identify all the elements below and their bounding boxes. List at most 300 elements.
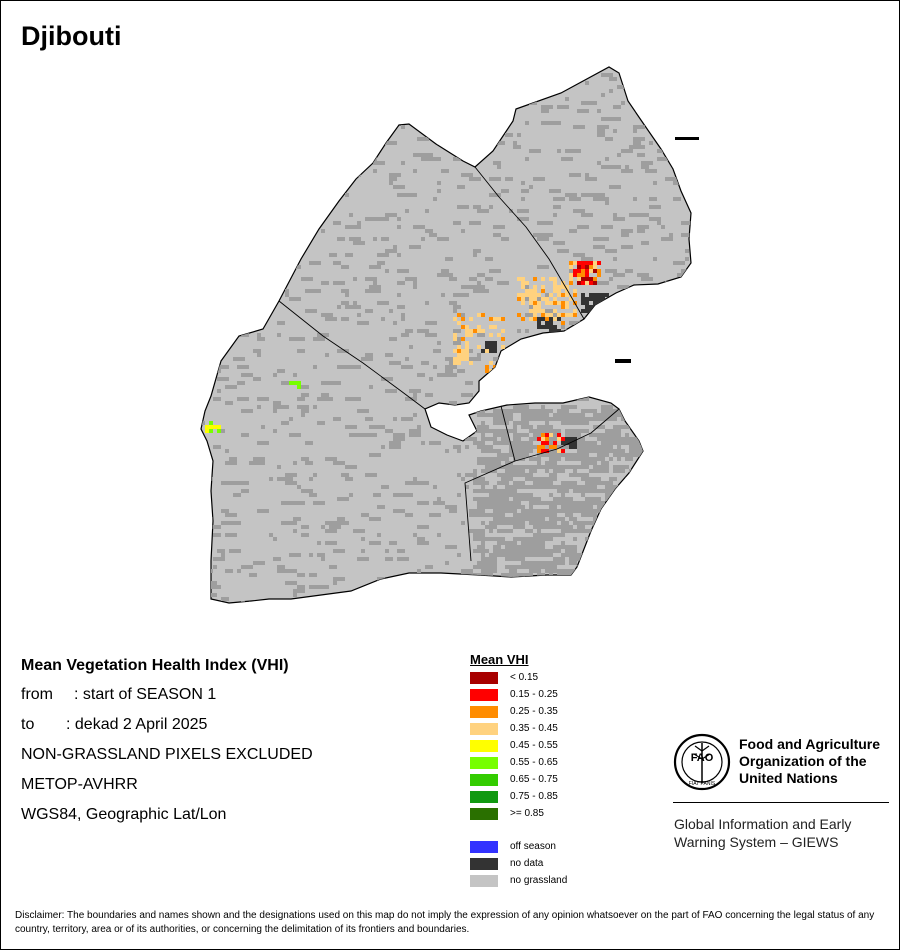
vhi-pixel (557, 285, 561, 289)
grassland-pixel (453, 341, 461, 345)
grassland-pixel (561, 505, 577, 509)
grassland-pixel (545, 233, 553, 237)
grassland-pixel (513, 505, 521, 509)
vhi-pixel (549, 277, 553, 281)
grassland-pixel (485, 125, 489, 129)
grassland-pixel (621, 533, 637, 537)
grassland-pixel (669, 533, 673, 537)
grassland-pixel (209, 281, 217, 285)
grassland-pixel (445, 93, 453, 97)
grassland-pixel (649, 529, 653, 533)
grassland-pixel (401, 365, 413, 369)
grassland-pixel (593, 237, 605, 241)
grassland-pixel (669, 445, 673, 449)
grassland-pixel (525, 413, 537, 417)
grassland-pixel (345, 253, 353, 257)
grassland-pixel (417, 373, 425, 377)
grassland-pixel (541, 109, 549, 113)
grassland-pixel (569, 197, 581, 201)
grassland-pixel (589, 373, 601, 377)
grassland-pixel (617, 501, 621, 505)
grassland-pixel (425, 209, 429, 213)
grassland-pixel (417, 329, 429, 333)
grassland-pixel (421, 441, 425, 445)
grassland-pixel (569, 513, 573, 517)
grassland-pixel (361, 557, 369, 561)
vhi-pixel (545, 313, 549, 317)
grassland-pixel (561, 545, 577, 549)
grassland-pixel (621, 329, 625, 333)
grassland-pixel (685, 257, 689, 261)
grassland-pixel (221, 509, 229, 513)
grassland-pixel (561, 345, 569, 349)
grassland-pixel (461, 313, 465, 317)
grassland-pixel (593, 193, 605, 197)
grassland-pixel (505, 349, 513, 353)
grassland-pixel (301, 573, 305, 577)
grassland-pixel (241, 489, 249, 493)
grassland-pixel (241, 565, 253, 569)
grassland-pixel (401, 317, 405, 321)
vhi-pixel (457, 345, 461, 349)
grassland-pixel (505, 501, 521, 505)
grassland-pixel (493, 161, 501, 165)
grassland-pixel (501, 553, 505, 557)
grassland-pixel (429, 233, 437, 237)
grassland-pixel (309, 153, 321, 157)
grassland-pixel (541, 121, 549, 125)
grassland-pixel (229, 117, 237, 121)
grassland-pixel (549, 465, 561, 469)
vhi-pixel (553, 445, 557, 449)
grassland-pixel (249, 317, 261, 321)
vhi-pixel (525, 289, 529, 293)
grassland-pixel (645, 317, 649, 321)
vhi-pixel (533, 309, 537, 313)
vhi-pixel (561, 449, 565, 453)
grassland-pixel (657, 69, 661, 73)
vhi-pixel (549, 293, 553, 297)
grassland-pixel (437, 189, 441, 193)
vhi-pixel (569, 277, 573, 281)
grassland-pixel (625, 521, 633, 525)
grassland-pixel (225, 481, 237, 485)
grassland-pixel (593, 345, 601, 349)
grassland-pixel (373, 89, 381, 93)
grassland-pixel (325, 457, 337, 461)
grassland-pixel (357, 409, 369, 413)
grassland-pixel (497, 577, 501, 581)
grassland-pixel (465, 81, 469, 85)
vhi-pixel (541, 437, 545, 441)
grassland-pixel (629, 565, 633, 569)
legend-title: Mean VHI (470, 652, 529, 667)
grassland-pixel (565, 581, 577, 585)
grassland-pixel (285, 197, 289, 201)
vhi-pixel (593, 261, 597, 265)
grassland-pixel (433, 513, 441, 517)
grassland-pixel (505, 565, 513, 569)
legend-class-row (470, 789, 558, 806)
vhi-pixel (533, 293, 537, 297)
grassland-pixel (601, 449, 605, 453)
grassland-pixel (601, 525, 613, 529)
vhi-pixel (213, 425, 217, 429)
grassland-pixel (597, 545, 601, 549)
fao-name-line3: United Nations (739, 770, 838, 786)
grassland-pixel (369, 265, 381, 269)
no-data-pixel (585, 301, 589, 305)
grassland-pixel (325, 541, 337, 545)
vhi-pixel (585, 269, 589, 273)
grassland-pixel (409, 389, 421, 393)
grassland-pixel (285, 105, 289, 109)
grassland-pixel (389, 177, 397, 181)
grassland-pixel (541, 105, 553, 109)
grassland-pixel (493, 485, 497, 489)
grassland-pixel (277, 69, 289, 73)
grassland-pixel (561, 573, 577, 577)
legend-class-label: 0.75 - 0.85 (510, 791, 558, 802)
grassland-pixel (405, 117, 409, 121)
grassland-pixel (625, 501, 641, 505)
grassland-pixel (265, 225, 269, 229)
vhi-pixel (589, 281, 593, 285)
grassland-pixel (433, 501, 445, 505)
grassland-pixel (541, 477, 549, 481)
grassland-pixel (433, 417, 441, 421)
grassland-pixel (533, 337, 537, 341)
grassland-pixel (425, 321, 437, 325)
grassland-pixel (305, 101, 313, 105)
grassland-pixel (513, 141, 517, 145)
grassland-pixel (597, 109, 601, 113)
grassland-pixel (545, 461, 557, 465)
grassland-pixel (681, 129, 689, 133)
no-data-pixel (493, 345, 497, 349)
grassland-pixel (421, 601, 433, 605)
grassland-pixel (493, 433, 497, 437)
grassland-pixel (261, 293, 273, 297)
grassland-pixel (277, 565, 285, 569)
grassland-pixel (309, 181, 317, 185)
grassland-pixel (565, 97, 569, 101)
grassland-pixel (633, 473, 645, 477)
grassland-pixel (369, 453, 377, 457)
grassland-pixel (413, 225, 425, 229)
grassland-pixel (441, 585, 445, 589)
grassland-pixel (609, 533, 625, 537)
grassland-pixel (377, 301, 381, 305)
grassland-pixel (641, 513, 653, 517)
grassland-pixel (237, 281, 241, 285)
grassland-pixel (429, 417, 433, 421)
grassland-pixel (321, 101, 325, 105)
grassland-pixel (633, 197, 637, 201)
grassland-pixel (213, 557, 225, 561)
grassland-pixel (517, 449, 533, 453)
grassland-pixel (289, 261, 297, 265)
grassland-pixel (213, 193, 217, 197)
grassland-pixel (613, 465, 621, 469)
no-data-pixel (601, 305, 605, 309)
fao-emblem-text: FAO (690, 752, 714, 764)
grassland-pixel (509, 393, 517, 397)
grassland-pixel (633, 141, 641, 145)
grassland-pixel (645, 357, 657, 361)
grassland-pixel (597, 553, 613, 557)
grassland-pixel (377, 533, 381, 537)
grassland-pixel (513, 565, 529, 569)
grassland-pixel (517, 209, 529, 213)
grassland-pixel (421, 237, 425, 241)
grassland-pixel (429, 377, 433, 381)
grassland-pixel (469, 349, 473, 353)
grassland-pixel (445, 365, 457, 369)
grassland-pixel (201, 217, 209, 221)
grassland-pixel (537, 237, 549, 241)
grassland-pixel (305, 157, 317, 161)
grassland-pixel (257, 509, 269, 513)
period-from (21, 684, 313, 705)
grassland-pixel (541, 429, 545, 433)
grassland-pixel (657, 149, 669, 153)
grassland-pixel (653, 69, 657, 73)
vhi-pixel (297, 385, 301, 389)
grassland-pixel (669, 233, 673, 237)
grassland-pixel (597, 333, 609, 337)
grassland-pixel (625, 409, 633, 413)
grassland-pixel (689, 125, 693, 129)
vhi-pixel (541, 297, 545, 301)
grassland-pixel (385, 269, 389, 273)
no-data-pixel (545, 321, 549, 325)
grassland-pixel (497, 493, 505, 497)
grassland-pixel (313, 405, 317, 409)
grassland-pixel (317, 541, 321, 545)
vhi-pixel (481, 329, 485, 333)
grassland-pixel (329, 525, 341, 529)
grassland-pixel (405, 73, 413, 77)
grassland-pixel (585, 173, 589, 177)
grassland-pixel (301, 277, 313, 281)
from-value: : start of SEASON 1 (74, 686, 217, 703)
grassland-pixel (609, 561, 613, 565)
grassland-pixel (641, 441, 649, 445)
grassland-pixel (265, 245, 277, 249)
grassland-pixel (257, 125, 269, 129)
vhi-pixel (457, 313, 461, 317)
grassland-pixel (229, 213, 237, 217)
grassland-pixel (245, 189, 253, 193)
grassland-pixel (669, 137, 673, 141)
fao-emblem-motto: FIAT PANIS (688, 781, 716, 787)
grassland-pixel (445, 561, 449, 565)
grassland-pixel (625, 165, 629, 169)
grassland-pixel (513, 385, 517, 389)
grassland-pixel (369, 385, 373, 389)
grassland-pixel (421, 77, 425, 81)
grassland-pixel (477, 273, 485, 277)
grassland-pixel (561, 157, 573, 161)
grassland-pixel (637, 445, 649, 449)
grassland-pixel (361, 161, 369, 165)
grassland-pixel (593, 485, 597, 489)
grassland-pixel (617, 457, 621, 461)
grassland-pixel (249, 325, 253, 329)
grassland-pixel (501, 585, 513, 589)
grassland-pixel (581, 101, 593, 105)
vhi-pixel (469, 329, 473, 333)
grassland-pixel (497, 117, 501, 121)
grassland-pixel (269, 129, 277, 133)
grassland-pixel (521, 385, 533, 389)
vhi-pixel (557, 433, 561, 437)
no-data-pixel (569, 437, 573, 441)
legend-class-label: 0.55 - 0.65 (510, 757, 558, 768)
vhi-pixel (573, 261, 577, 265)
grassland-pixel (253, 89, 257, 93)
vhi-pixel (461, 337, 465, 341)
grassland-pixel (601, 565, 613, 569)
vhi-pixel (561, 321, 565, 325)
no-data-pixel (489, 341, 493, 345)
grassland-pixel (465, 381, 473, 385)
grassland-pixel (381, 125, 393, 129)
grassland-pixel (601, 537, 613, 541)
grassland-pixel (573, 209, 585, 213)
grassland-pixel (393, 185, 401, 189)
grassland-pixel (497, 481, 509, 485)
grassland-pixel (293, 593, 297, 597)
vhi-pixel (593, 281, 597, 285)
legend-class-swatch (470, 774, 498, 786)
grassland-pixel (413, 413, 417, 417)
grassland-pixel (345, 305, 349, 309)
grassland-pixel (685, 177, 689, 181)
vhi-pixel (585, 265, 589, 269)
grassland-pixel (293, 461, 297, 465)
vhi-pixel (533, 277, 537, 281)
pixel-note: NON-GRASSLAND PIXELS EXCLUDED (21, 746, 313, 763)
grassland-pixel (221, 297, 229, 301)
grassland-pixel (609, 517, 625, 521)
grassland-pixel (401, 333, 409, 337)
grassland-pixel (549, 501, 557, 505)
grassland-pixel (565, 413, 577, 417)
grassland-pixel (605, 157, 609, 161)
grassland-pixel (393, 321, 397, 325)
grassland-pixel (309, 493, 317, 497)
grassland-pixel (381, 445, 385, 449)
grassland-pixel (261, 461, 265, 465)
grassland-pixel (225, 221, 229, 225)
grassland-pixel (301, 525, 309, 529)
grassland-pixel (373, 285, 381, 289)
grassland-pixel (649, 161, 653, 165)
grassland-pixel (621, 569, 629, 573)
grassland-pixel (677, 589, 685, 593)
grassland-pixel (205, 601, 209, 605)
grassland-pixel (261, 245, 269, 249)
grassland-pixel (629, 581, 633, 585)
grassland-pixel (221, 521, 233, 525)
vhi-pixel (561, 293, 565, 297)
legend-class-row (470, 806, 544, 823)
vhi-pixel (549, 301, 553, 305)
grassland-pixel (425, 393, 433, 397)
grassland-pixel (493, 509, 501, 513)
grassland-pixel (457, 369, 465, 373)
vhi-pixel (557, 301, 561, 305)
grassland-pixel (629, 521, 641, 525)
grassland-pixel (617, 541, 625, 545)
grassland-pixel (277, 465, 281, 469)
grassland-pixel (265, 177, 277, 181)
grassland-pixel (253, 173, 261, 177)
grassland-pixel (281, 501, 293, 505)
vhi-pixel (597, 261, 601, 265)
grassland-pixel (609, 481, 613, 485)
grassland-pixel (653, 97, 665, 101)
grassland-pixel (549, 189, 561, 193)
grassland-pixel (645, 169, 657, 173)
grassland-pixel (565, 597, 577, 601)
grassland-pixel (277, 97, 285, 101)
grassland-pixel (549, 121, 561, 125)
grassland-pixel (325, 353, 329, 357)
grassland-pixel (493, 373, 501, 377)
grassland-pixel (221, 481, 225, 485)
grassland-pixel (241, 137, 249, 141)
grassland-pixel (669, 89, 673, 93)
vhi-pixel (209, 429, 213, 433)
grassland-pixel (597, 445, 609, 449)
grassland-pixel (353, 397, 361, 401)
grassland-pixel (309, 77, 313, 81)
grassland-pixel (261, 281, 269, 285)
legend-class-row (470, 687, 558, 704)
grassland-pixel (593, 357, 605, 361)
grassland-pixel (241, 601, 245, 605)
grassland-pixel (605, 581, 617, 585)
grassland-pixel (237, 381, 241, 385)
grassland-pixel (485, 481, 489, 485)
grassland-pixel (437, 533, 441, 537)
vhi-pixel (465, 345, 469, 349)
grassland-pixel (401, 161, 405, 165)
grassland-pixel (373, 169, 377, 173)
grassland-pixel (497, 513, 501, 517)
grassland-pixel (257, 441, 269, 445)
grassland-pixel (293, 529, 297, 533)
grassland-pixel (645, 421, 653, 425)
grassland-pixel (401, 313, 405, 317)
grassland-pixel (457, 493, 461, 497)
grassland-pixel (597, 125, 609, 129)
grassland-pixel (533, 501, 537, 505)
vhi-pixel (457, 357, 461, 361)
grassland-pixel (581, 213, 593, 217)
grassland-pixel (257, 297, 261, 301)
grassland-pixel (457, 473, 461, 477)
to-value: : dekad 2 April 2025 (66, 716, 208, 733)
grassland-pixel (393, 389, 397, 393)
grassland-pixel (569, 229, 577, 233)
grassland-pixel (565, 433, 581, 437)
grassland-pixel (261, 181, 269, 185)
vhi-pixel (573, 309, 577, 313)
